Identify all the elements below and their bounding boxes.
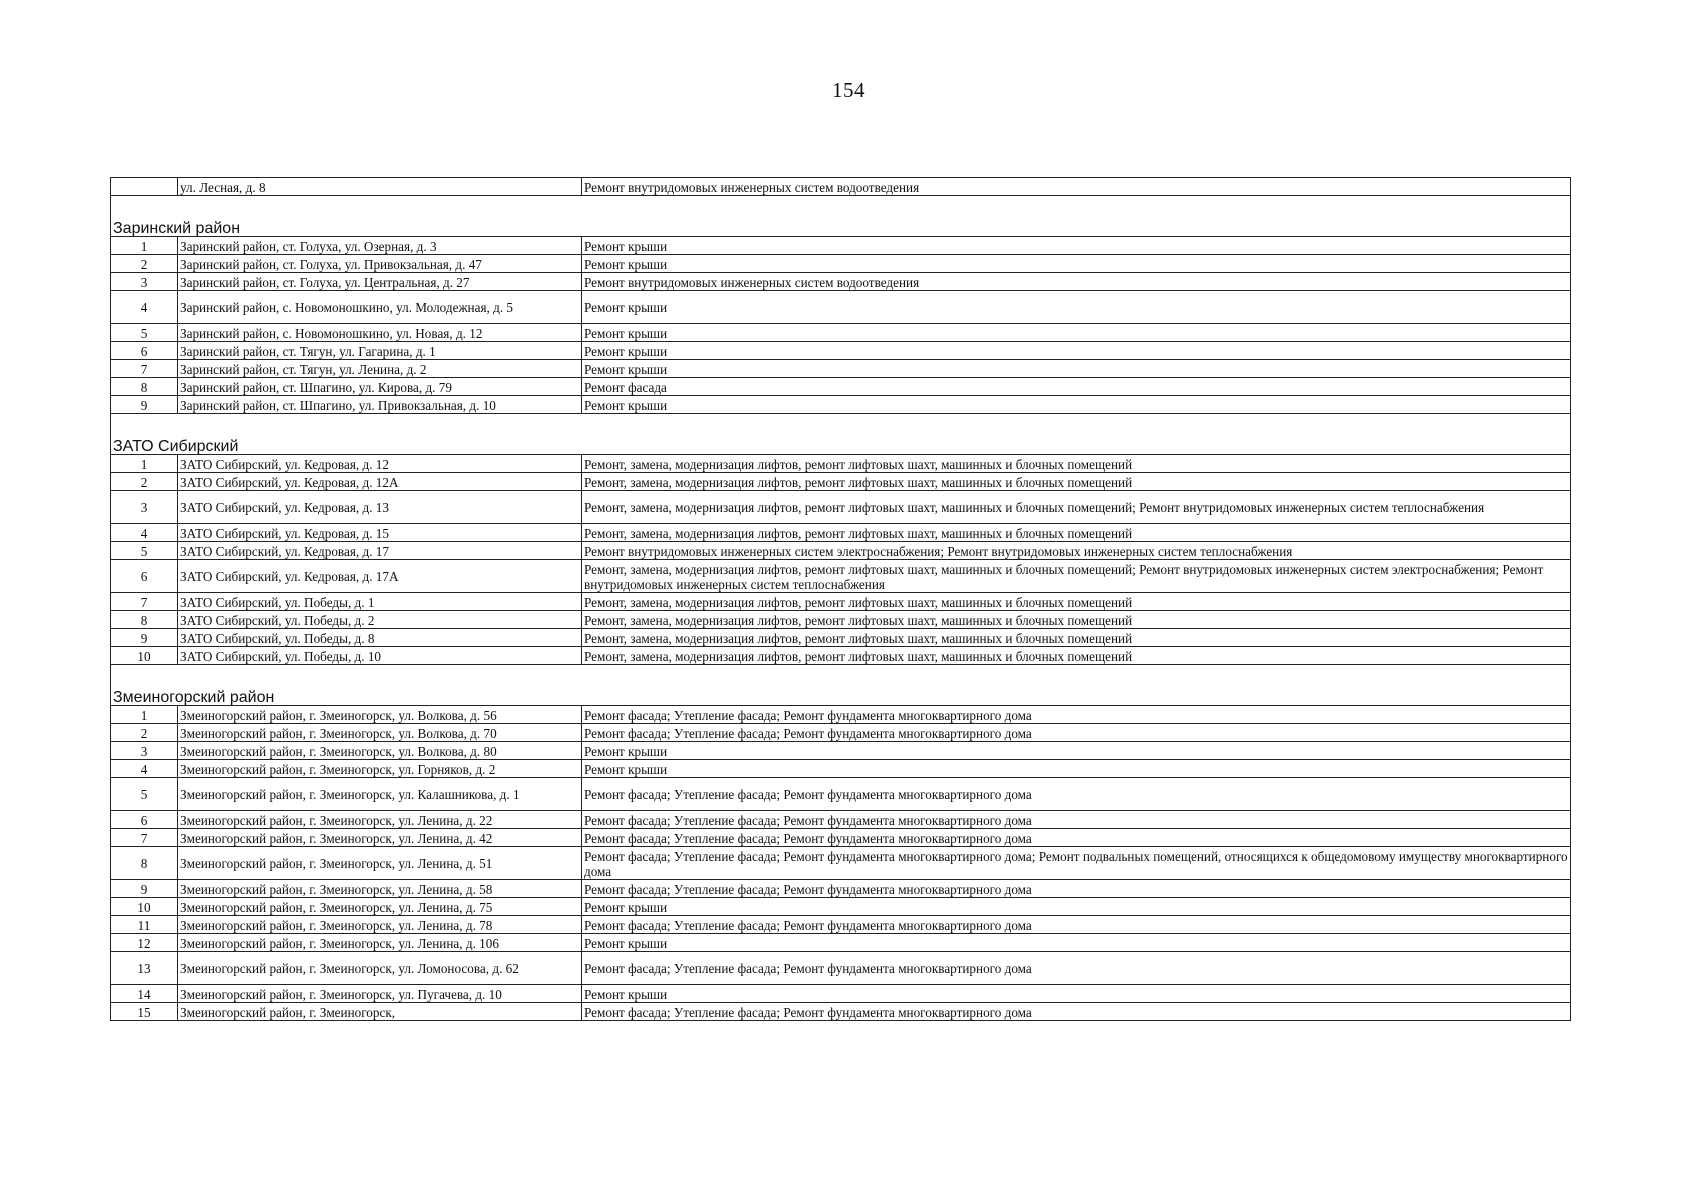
section-header — [111, 688, 1571, 706]
row-number: 9 — [111, 629, 178, 647]
table-row — [111, 916, 1571, 934]
table-row — [111, 455, 1571, 473]
row-work: Ремонт, замена, модернизация лифтов, ремонт лифтовых шахт, машинных и блочных помещений — [582, 593, 1571, 611]
row-number: 12 — [111, 934, 178, 952]
section-spacer — [111, 196, 1571, 220]
row-number: 5 — [111, 324, 178, 342]
table-row — [111, 629, 1571, 647]
table-row — [111, 611, 1571, 629]
row-work: Ремонт внутридомовых инженерных систем водоотведения — [582, 273, 1571, 291]
row-number: 3 — [111, 742, 178, 760]
table-row — [111, 360, 1571, 378]
row-address: Заринский район, с. Новомоношкино, ул. Новая, д. 12 — [178, 324, 582, 342]
row-work: Ремонт фасада — [582, 378, 1571, 396]
row-work: Ремонт крыши — [582, 985, 1571, 1003]
table-row — [111, 952, 1571, 985]
table-row — [111, 342, 1571, 360]
row-work: Ремонт фасада; Утепление фасада; Ремонт фундамента многоквартирного дома; Ремонт подвальных помещений, относящихся к общедомовому имуществу многоквартирного дома — [582, 847, 1571, 880]
table-row — [111, 560, 1571, 593]
row-number: 4 — [111, 291, 178, 324]
table-row — [111, 724, 1571, 742]
row-address: ЗАТО Сибирский, ул. Кедровая, д. 12А — [178, 473, 582, 491]
row-address: ЗАТО Сибирский, ул. Кедровая, д. 17 — [178, 542, 582, 560]
row-work: Ремонт, замена, модернизация лифтов, ремонт лифтовых шахт, машинных и блочных помещений; Ремонт внутридомовых инженерных систем теплоснабжения — [582, 491, 1571, 524]
row-work: Ремонт фасада; Утепление фасада; Ремонт фундамента многоквартирного дома — [582, 811, 1571, 829]
table-row — [111, 273, 1571, 291]
row-work: Ремонт фасада; Утепление фасада; Ремонт фундамента многоквартирного дома — [582, 706, 1571, 724]
section-title: Змеиногорский район — [111, 688, 1571, 706]
row-number: 9 — [111, 880, 178, 898]
row-number: 3 — [111, 491, 178, 524]
row-number: 15 — [111, 1003, 178, 1021]
row-number: 13 — [111, 952, 178, 985]
row-number: 7 — [111, 360, 178, 378]
row-number: 2 — [111, 724, 178, 742]
row-number: 5 — [111, 778, 178, 811]
row-work: Ремонт крыши — [582, 342, 1571, 360]
row-work: Ремонт внутридомовых инженерных систем водоотведения — [582, 178, 1571, 196]
row-address: Змеиногорский район, г. Змеиногорск, ул. Ленина, д. 75 — [178, 898, 582, 916]
row-address: ЗАТО Сибирский, ул. Победы, д. 1 — [178, 593, 582, 611]
row-address: ЗАТО Сибирский, ул. Победы, д. 8 — [178, 629, 582, 647]
row-number: 8 — [111, 847, 178, 880]
row-address: Заринский район, ст. Голуха, ул. Озерная, д. 3 — [178, 237, 582, 255]
row-number: 7 — [111, 829, 178, 847]
row-work: Ремонт фасада; Утепление фасада; Ремонт фундамента многоквартирного дома — [582, 916, 1571, 934]
row-address: Змеиногорский район, г. Змеиногорск, ул. Ленина, д. 58 — [178, 880, 582, 898]
row-number: 6 — [111, 811, 178, 829]
row-work: Ремонт крыши — [582, 396, 1571, 414]
table-row — [111, 378, 1571, 396]
repair-register-table — [110, 177, 1571, 1021]
table-row — [111, 847, 1571, 880]
row-work: Ремонт крыши — [582, 742, 1571, 760]
row-number: 8 — [111, 378, 178, 396]
row-number: 10 — [111, 647, 178, 665]
table-row — [111, 647, 1571, 665]
table-row — [111, 542, 1571, 560]
row-number: 2 — [111, 473, 178, 491]
row-work: Ремонт фасада; Утепление фасада; Ремонт фундамента многоквартирного дома — [582, 778, 1571, 811]
row-work: Ремонт фасада; Утепление фасада; Ремонт фундамента многоквартирного дома — [582, 1003, 1571, 1021]
row-address: ЗАТО Сибирский, ул. Кедровая, д. 15 — [178, 524, 582, 542]
table-row — [111, 880, 1571, 898]
row-address: Заринский район, ст. Тягун, ул. Ленина, д. 2 — [178, 360, 582, 378]
row-number: 2 — [111, 255, 178, 273]
row-address: Заринский район, ст. Тягун, ул. Гагарина, д. 1 — [178, 342, 582, 360]
table-row — [111, 934, 1571, 952]
table-row — [111, 985, 1571, 1003]
row-address: Заринский район, ст. Шпагино, ул. Кирова, д. 79 — [178, 378, 582, 396]
row-number: 1 — [111, 455, 178, 473]
row-address: Змеиногорский район, г. Змеиногорск, ул. Ленина, д. 106 — [178, 934, 582, 952]
row-work: Ремонт, замена, модернизация лифтов, ремонт лифтовых шахт, машинных и блочных помещений — [582, 473, 1571, 491]
spacer-cell — [111, 196, 1571, 220]
table-row — [111, 811, 1571, 829]
spacer-cell — [111, 665, 1571, 689]
row-number: 10 — [111, 898, 178, 916]
row-work: Ремонт, замена, модернизация лифтов, ремонт лифтовых шахт, машинных и блочных помещений — [582, 611, 1571, 629]
section-spacer — [111, 414, 1571, 438]
row-work: Ремонт, замена, модернизация лифтов, ремонт лифтовых шахт, машинных и блочных помещений — [582, 647, 1571, 665]
row-work: Ремонт внутридомовых инженерных систем электроснабжения; Ремонт внутридомовых инженерных систем теплоснабжения — [582, 542, 1571, 560]
table-row — [111, 778, 1571, 811]
row-address: Змеиногорский район, г. Змеиногорск, ул. Ленина, д. 42 — [178, 829, 582, 847]
row-address: Змеиногорский район, г. Змеиногорск, ул. Ленина, д. 51 — [178, 847, 582, 880]
section-header — [111, 219, 1571, 237]
row-number: 7 — [111, 593, 178, 611]
row-number: 11 — [111, 916, 178, 934]
row-address: Заринский район, ст. Шпагино, ул. Привокзальная, д. 10 — [178, 396, 582, 414]
page-number: 154 — [832, 78, 865, 102]
table-row — [111, 829, 1571, 847]
row-address: Змеиногорский район, г. Змеиногорск, ул. Ленина, д. 22 — [178, 811, 582, 829]
row-address: Заринский район, ст. Голуха, ул. Центральная, д. 27 — [178, 273, 582, 291]
row-address: Змеиногорский район, г. Змеиногорск, ул. Волкова, д. 56 — [178, 706, 582, 724]
row-work: Ремонт крыши — [582, 324, 1571, 342]
row-number: 8 — [111, 611, 178, 629]
table-row — [111, 291, 1571, 324]
row-address: Заринский район, ст. Голуха, ул. Привокзальная, д. 47 — [178, 255, 582, 273]
row-work: Ремонт фасада; Утепление фасада; Ремонт фундамента многоквартирного дома — [582, 829, 1571, 847]
row-address: ЗАТО Сибирский, ул. Кедровая, д. 13 — [178, 491, 582, 524]
row-work: Ремонт крыши — [582, 255, 1571, 273]
table-row — [111, 898, 1571, 916]
row-address: ЗАТО Сибирский, ул. Победы, д. 10 — [178, 647, 582, 665]
row-work: Ремонт, замена, модернизация лифтов, ремонт лифтовых шахт, машинных и блочных помещений; Ремонт внутридомовых инженерных систем электроснабжения; Ремонт внутридомовых инженерных систем теплоснабжения — [582, 560, 1571, 593]
table-row — [111, 491, 1571, 524]
row-number: 9 — [111, 396, 178, 414]
table-row — [111, 742, 1571, 760]
spacer-cell — [111, 414, 1571, 438]
row-address: Заринский район, с. Новомоношкино, ул. Молодежная, д. 5 — [178, 291, 582, 324]
section-title: Заринский район — [111, 219, 1571, 237]
row-number: 1 — [111, 237, 178, 255]
table-row — [111, 396, 1571, 414]
table-body — [111, 178, 1571, 1021]
row-address: Змеиногорский район, г. Змеиногорск, ул. Волкова, д. 80 — [178, 742, 582, 760]
row-work: Ремонт фасада; Утепление фасада; Ремонт фундамента многоквартирного дома — [582, 724, 1571, 742]
row-work: Ремонт крыши — [582, 934, 1571, 952]
row-number: 3 — [111, 273, 178, 291]
table-row — [111, 1003, 1571, 1021]
table-row — [111, 524, 1571, 542]
row-address: Змеиногорский район, г. Змеиногорск, ул. Калашникова, д. 1 — [178, 778, 582, 811]
row-work: Ремонт фасада; Утепление фасада; Ремонт фундамента многоквартирного дома — [582, 952, 1571, 985]
row-number: 1 — [111, 706, 178, 724]
row-work: Ремонт крыши — [582, 291, 1571, 324]
table-row — [111, 593, 1571, 611]
row-work: Ремонт фасада; Утепление фасада; Ремонт фундамента многоквартирного дома — [582, 880, 1571, 898]
row-address: ЗАТО Сибирский, ул. Кедровая, д. 17А — [178, 560, 582, 593]
row-number: 4 — [111, 760, 178, 778]
row-number: 14 — [111, 985, 178, 1003]
table-row — [111, 473, 1571, 491]
section-title: ЗАТО Сибирский — [111, 437, 1571, 455]
row-address: Змеиногорский район, г. Змеиногорск, ул. Волкова, д. 70 — [178, 724, 582, 742]
table-row — [111, 324, 1571, 342]
row-work: Ремонт, замена, модернизация лифтов, ремонт лифтовых шахт, машинных и блочных помещений — [582, 524, 1571, 542]
table-row — [111, 178, 1571, 196]
row-address: Змеиногорский район, г. Змеиногорск, ул. Ленина, д. 78 — [178, 916, 582, 934]
row-address: ул. Лесная, д. 8 — [178, 178, 582, 196]
row-work: Ремонт, замена, модернизация лифтов, ремонт лифтовых шахт, машинных и блочных помещений — [582, 629, 1571, 647]
row-number: 4 — [111, 524, 178, 542]
section-spacer — [111, 665, 1571, 689]
row-work: Ремонт, замена, модернизация лифтов, ремонт лифтовых шахт, машинных и блочных помещений — [582, 455, 1571, 473]
row-address: ЗАТО Сибирский, ул. Кедровая, д. 12 — [178, 455, 582, 473]
table-row — [111, 255, 1571, 273]
row-work: Ремонт крыши — [582, 237, 1571, 255]
row-address: Змеиногорский район, г. Змеиногорск, ул. Пугачева, д. 10 — [178, 985, 582, 1003]
row-number: 6 — [111, 560, 178, 593]
table-row — [111, 706, 1571, 724]
section-header — [111, 437, 1571, 455]
row-address: Змеиногорский район, г. Змеиногорск, — [178, 1003, 582, 1021]
table-row — [111, 237, 1571, 255]
row-address: ЗАТО Сибирский, ул. Победы, д. 2 — [178, 611, 582, 629]
row-number: 6 — [111, 342, 178, 360]
row-address: Змеиногорский район, г. Змеиногорск, ул. Горняков, д. 2 — [178, 760, 582, 778]
row-work: Ремонт крыши — [582, 360, 1571, 378]
row-work: Ремонт крыши — [582, 760, 1571, 778]
row-number: 5 — [111, 542, 178, 560]
row-work: Ремонт крыши — [582, 898, 1571, 916]
row-address: Змеиногорский район, г. Змеиногорск, ул. Ломоносова, д. 62 — [178, 952, 582, 985]
table-row — [111, 760, 1571, 778]
row-number — [111, 178, 178, 196]
